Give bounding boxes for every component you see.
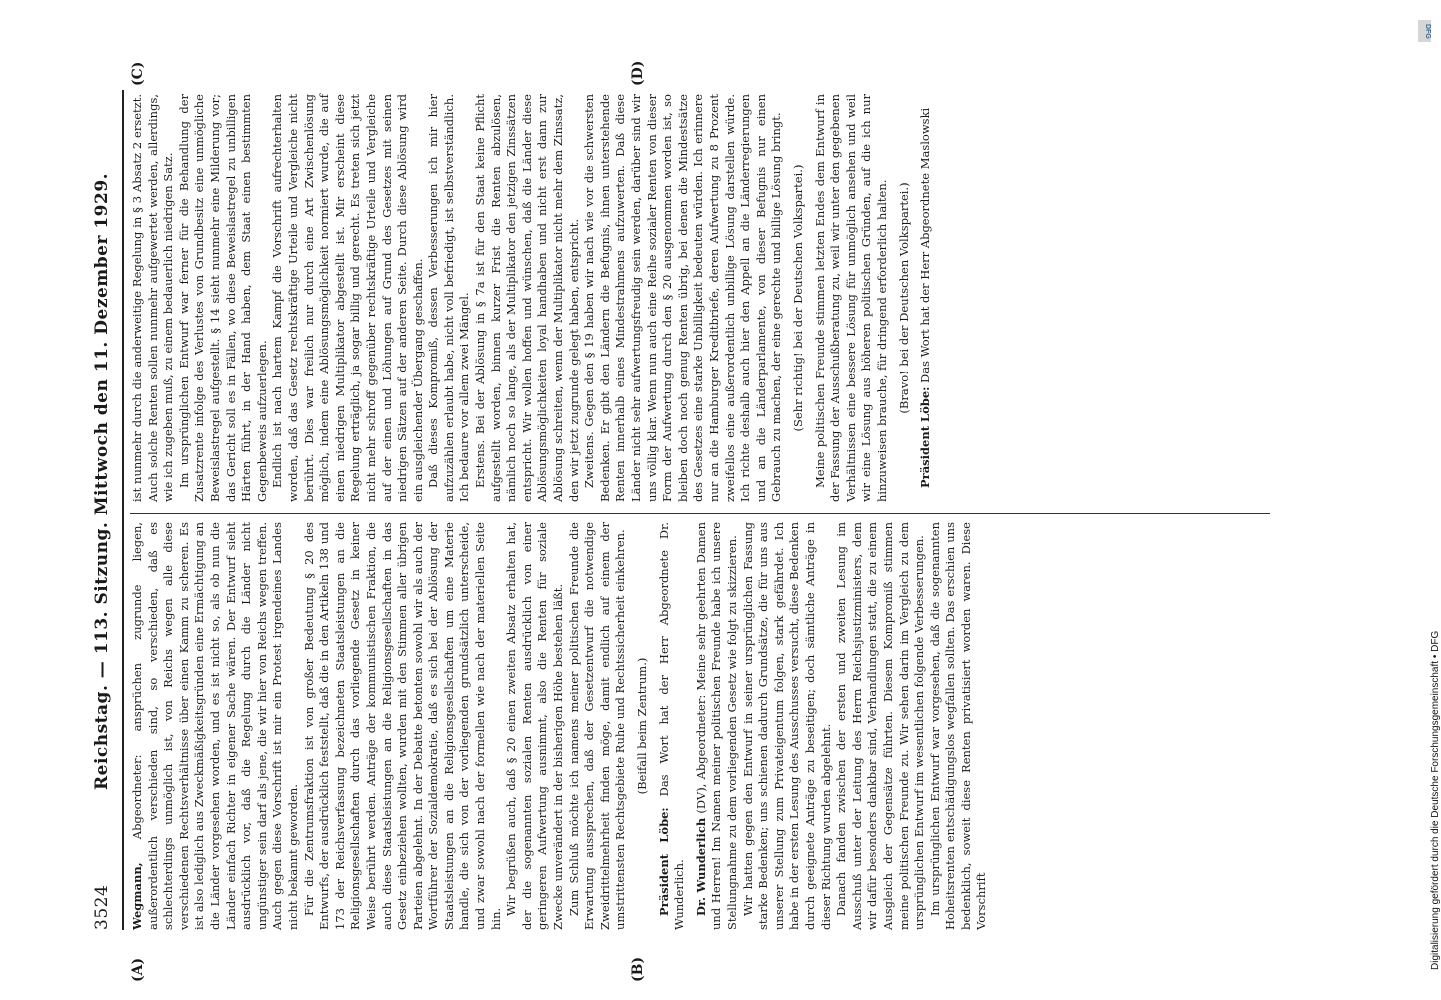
speaker-name: Präsident Löbe: [918, 386, 933, 488]
header-rule [122, 90, 124, 930]
paragraph: Im ursprünglichen Entwurf war vorgesehen, daß die sogenannten Hoheitsrenten entschädigungslos wegfallen sollten. Das erschien uns bedenklich, soweit diese Renten privatisiert worden waren. Diese Vorschrift [927, 522, 989, 930]
paragraph: Daß dieses Kompromiß, dessen Verbesserungen ich mir hier aufzuzählen erlaubt habe, nicht voll befriedigt, ist selbstverständlich. Ich bedaure vor allem zwei Mängel. [426, 94, 472, 502]
dfg-logo: DFG [1418, 20, 1431, 42]
paragraph: Meine politischen Freunde stimmen letzten Endes dem Entwurf in der Fassung der Ausschußberatung zu, weil wir unter den gegebenen Verhältnissen eine bessere Lösung für unmöglich ansehen und weil wir eine Lösung aus höheren politischen Gründen, auf die ich nur hinzuweisen brauche, für dringend erforderlich halten. [812, 94, 889, 502]
speaker-name: Wegmann, [130, 862, 144, 930]
paragraph: Für die Zentrumsfraktion ist von großer Bedeutung § 20 des Entwurfs, der ausdrücklich feststellt, daß die in den Artikeln 138 und 173 der Reichsverfassung bezeichneten Staatsleistungen an die Religionsgesellschaften durch das vorliegende Gesetz in keiner Weise berührt werden. Anträge der kommunistischen Fraktion, die auch diese Staatsleistungen an die Religionsgesellschaften in das Gesetz einbeziehen wollten, wurden mit den Stimmen aller übrigen Parteien abgelehnt. In der Debatte betonten sowohl wir als auch der Wortführer der Sozialdemokratie, daß es sich bei der Ablösung der Staatsleistungen an die Religionsgesellschaften um eine Materie handle, die sich von der vorliegenden grundsätzlich unterscheide, und zwar sowohl nach der formellen wie nach der materiellen Seite hin. [301, 522, 503, 930]
paragraph: Wir hatten gegen den Entwurf in seiner ursprünglichen Fassung starke Bedenken; uns schienen dadurch Grundsätze, die für uns aus unserer Stellung zum Privateigentum folgen, stark gefährdet. Ich habe in der ersten Lesung des Ausschusses versucht, diese Bedenken durch geeignete Anträge zu beseitigen; doch sämtliche Anträge in dieser Richtung wurden abgelehnt. [740, 522, 833, 930]
speaker-name: Präsident Löbe: [656, 807, 671, 916]
speaker-role: (DV), Abgeordneter: [693, 694, 708, 814]
paragraph: Zum Schluß möchte ich namens meiner politischen Freunde die Erwartung aussprechen, daß der Gesetzentwurf die notwendige Zweidrittelmehrheit finden möge, damit endlich auf einem der umstrittensten Rechtsgebiete Ruhe und Rechtssicherheit einkehren. [566, 522, 628, 930]
paragraph: Im ursprünglichen Entwurf war ferner für die Behandlung der Zusatzrente infolge des Verlustes von Grundbesitz eine unmögliche Beweislastregel aufgestellt. § 14 sieht nunmehr eine Milderung vor; das Gericht soll es in Fällen, wo diese Beweislastregel zu unbilligen Härten führt, in der Hand haben, dem Staat einen bestimmten Gegenbeweis aufzuerlegen. [176, 94, 269, 502]
speaker-role: Abgeordneter: [130, 754, 144, 840]
paragraph: Zweitens. Gegen den § 19 haben wir nach wie vor die schwersten Bedenken. Er gibt den Ländern die Befugnis, ihnen unterstehende Renten innerhalb eines Mindestrahmens aufzuwerten. Daß diese Länder nicht sehr aufwertungsfreudig sein werden, darüber sind wir uns völlig klar. Wenn nun auch eine Reihe sozialer Renten von dieser Form der Aufwertung durch den § 20 ausgenommen worden ist, so bleiben doch noch genug Renten übrig, bei denen die Mindestsätze des Gesetzes eine starke Unbilligkeit bedeuten würden. Ich erinnere nur an die Hamburger Kreditbriefe, deren Aufwertung zu 8 Prozent zweifellos eine außerordentlich unbillige Lösung darstellen würde. Ich richte deshalb auch hier den Appell an die Länderregierungen und an die Länderparlamente, von dieser Befugnis nur einen Gebrauch zu machen, der eine gerechte und billige Lösung bringt. [582, 94, 784, 502]
column-divider [130, 513, 1270, 514]
paragraph: Danach fanden zwischen der ersten und zweiten Lesung im Ausschuß unter der Leitung des Herrn Reichsjustizministers, dem wir dafür besonders dankbar sind, Verhandlungen statt, die zu einem Ausgleich der Gegensätze führten. Diesem Kompromiß stimmen meine politischen Freunde zu. Wir sehen darin im Vergleich zu dem ursprünglichen Entwurf im wesentlichen folgende Verbesserungen. [834, 522, 927, 930]
paragraph: Erstens. Bei der Ablösung in § 7a ist für den Staat keine Pflicht aufgestellt worden, binnen kurzer Frist die Renten abzulösen, nämlich noch so lange, als der Multiplikator den jetzigen Zinssätzen entspricht. Wir wollen hoffen und wünschen, daß die Länder diese Ablösungsmöglichkeiten loyal handhaben und nicht erst dann zur Ablösung schreiten, wenn der Multiplikator nicht mehr dem Zinssatz, den wir jetzt zugrunde gelegt haben, entspricht. [473, 94, 581, 502]
paragraph: ist nunmehr durch die anderweitige Regelung in § 3 Absatz 2 ersetzt. Auch solche Renten sollen nunmehr aufgewertet werden, allerdings, wie ich zugeben muß, zu einem bedauerlich niedrigen Satz. [130, 94, 176, 502]
margin-letter-a: (A) [130, 957, 146, 982]
page-title: Reichstag. — 113. Sitzung. Mittwoch den 11. Dezember 1929. [92, 172, 112, 790]
applause-note: (Sehr richtig! bei der Deutschen Volkspartei.) [790, 164, 805, 432]
paragraph [657, 522, 688, 930]
margin-letter-b: (B) [630, 956, 646, 982]
applause-note: (Beifall beim Zentrum.) [635, 657, 649, 795]
digitization-note [1418, 20, 1441, 980]
margin-letter-c: (C) [130, 61, 146, 86]
paragraph: Wir begrüßen auch, daß § 20 einen zweiten Absatz erhalten hat, der die sogenannten sozialen Renten ausdrücklich von einer geringeren Aufwertung ausnimmt, also die Renten für soziale Zwecke unverändert in der bisherigen Höhe bestehen läßt. [504, 522, 566, 930]
page-number: 3524 [92, 884, 112, 930]
left-column [130, 522, 1280, 930]
speaker-name: Dr. Wunderlich [693, 817, 708, 916]
paragraph-text: Das Wort hat der Herr Abgeordnete Maslowski [918, 107, 933, 383]
newspaper-page [70, 60, 1310, 982]
paragraph-text: ansprüchen zugrunde liegen, außerordentlich verschieden sind, so verschieden, daß es schlechterdings unmöglich ist, von Reichs wegen alle diese verschiedenen Rechtsverhältnisse über einen Kamm zu scheren. Es ist also lediglich aus Zweckmäßigkeitsgründen eine Ermächtigung an die Länder vorgesehen worden, und es ist nicht so, als ob nun die Länder einfach Richter in eigener Sache wären. Der Entwurf sieht ausdrücklich vor, daß die Regelung durch die Länder nicht ungünstiger sein darf als jene, die wir hier von Reichs wegen treffen. Auch gegen diese Vorschrift ist mir ein Protest irgendeines Landes nicht bekannt geworden. [130, 521, 300, 930]
paragraph [130, 522, 302, 930]
paragraph-text: Das Wort hat der Herr Abgeordnete Dr. Wunderlich. [656, 522, 687, 930]
digitization-credit: Digitalisierung gefördert durch die Deutsche Forschungsgemeinschaft • DFG [1430, 630, 1441, 970]
page-header [88, 90, 118, 930]
right-column [130, 94, 1280, 502]
paragraph-text: Meine sehr geehrten Damen und Herren! Im Namen meiner politischen Freunde habe ich unsere Stellungnahme zu dem vorliegenden Gesetz wie folgt zu skizzieren. [693, 522, 739, 930]
margin-letter-d: (D) [630, 60, 646, 86]
applause-note: (Bravo! bei der Deutschen Volkspartei.) [896, 182, 911, 414]
paragraph [694, 522, 741, 930]
paragraph [918, 94, 934, 502]
paragraph: Endlich ist nach hartem Kampf die Vorschrift aufrechterhalten worden, daß das Gesetz rechtskräftige Urteile und Vergleiche nicht berührt. Dies war freilich nur durch eine Art Zwischenlösung möglich, indem eine Ablösungsmöglichkeit normiert wurde, die auf einen niedrigen Multiplikator abgestellt ist. Mir erscheint diese Regelung erträglich, ja sogar billig und gerecht. Es treten sich jetzt nicht mehr schroff gegenüber rechtskräftige Urteile und Vergleiche auf der einen und Löhungen auf Grund des Gesetzes mit seinen niedrigen Sätzen auf der anderen Seite. Durch diese Ablösung wird ein ausgleichender Übergang geschaffen. [270, 94, 425, 502]
